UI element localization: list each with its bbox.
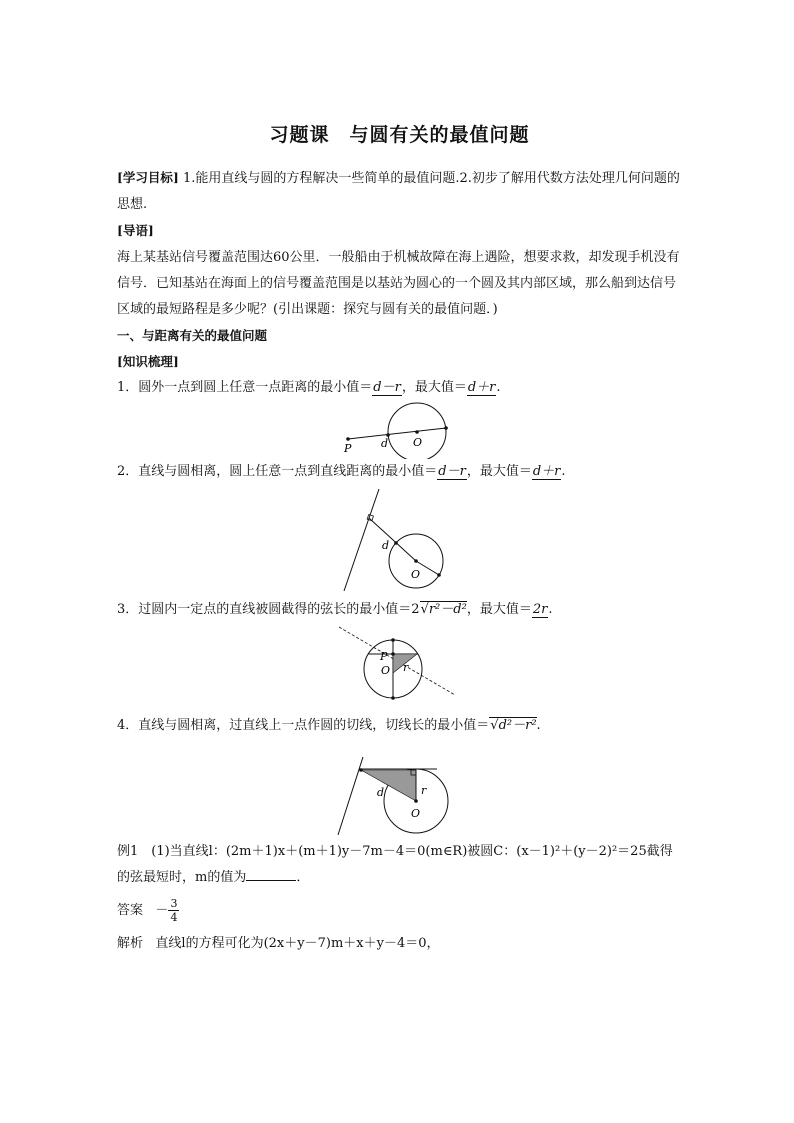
figure-tangent-length [117,739,682,839]
item1-mid: ，最大值＝ [401,380,467,395]
example1-question: 的弦最短时，m的值为 [117,870,247,885]
knowledge-item-2 [117,459,682,485]
fig3-label-r: r [403,661,409,674]
item1-min: d－r [373,380,401,395]
item2-mid: ，最大值＝ [466,464,532,479]
item3-max: 2r [532,602,548,617]
fig1-point-far [444,426,448,430]
fig1-label-p: P [344,442,352,455]
document-page [117,120,682,957]
page-title: 习题课 与圆有关的最值问题 [269,124,530,146]
fig3-point-p [391,652,395,656]
fig4-shaded-triangle [361,770,416,801]
fig1-line [348,428,446,439]
fig1-point-p [346,437,350,441]
figure-point-outside-circle [117,401,682,459]
objectives-tag: [学习目标] [117,170,179,185]
fig4-center [414,799,418,803]
section-heading-1: 一、与距离有关的最值问题 [117,328,268,343]
objectives-text: 1.能用直线与圆的方程解决一些简单的最值问题.2.初步了解用代数方法处理几何问题的思想. [117,171,680,212]
fig2-line [344,489,379,591]
item2-end: . [561,464,566,479]
fig3-label-p: P [380,650,388,663]
analysis-text: 直线l的方程可化为(2x＋y－7)m＋x＋y－4＝0， [155,936,440,951]
example1-line2 [117,865,682,891]
fig2-perpendicular [369,518,416,561]
item3-mid: ，最大值＝ [466,602,532,617]
intro-text: 海上某基站信号覆盖范围达60公里．一般船由于机械故障在海上遇险，想要求救，却发现手机没有信号．已知基站在海面上的信号覆盖范围是以基站为圆心的一个圆及其内部区域，那么船到达信号区域的最短路程是多少呢？(引出课题：探究与圆有关的最值问题．) [117,250,680,317]
item4-end: . [536,718,541,733]
answer-fraction [168,897,179,924]
item4-min-radicand: d²－r² [498,718,537,733]
fig2-center [414,559,418,563]
example1-end: ． [296,870,310,885]
example1-line1: 例1 (1)当直线l：(2m＋1)x＋(m＋1)y－7m－4＝0(m∈R)被圆C：(x－1)²＋(y－2)²＝25截得 [117,844,673,859]
figure-chord-through-point [117,623,682,713]
fig3-top-point [391,638,395,642]
answer-row [117,891,682,931]
item2-min: d－r [438,464,466,479]
fig3-bottom-point [391,696,395,700]
fig1-center [415,430,419,434]
answer-denominator: 4 [170,911,178,924]
figure-line-separate-circle [117,485,682,597]
item2-text: 2．直线与圆相离，圆上任意一点到直线距离的最小值＝ [117,464,438,479]
knowledge-tag: [知识梳理] [117,354,179,369]
knowledge-item-4 [117,713,682,739]
intro-tag-label: [导语] [117,223,154,238]
fig2-label-o: O [411,568,421,581]
item1-text: 1．圆外一点到圆上任意一点距离的最小值＝ [117,380,373,395]
intro-tag [117,218,682,245]
fig1-label-d: d [381,437,389,450]
fig4-label-o: O [411,807,421,820]
item1-max: d＋r [467,380,496,395]
answer-sign: － [155,903,169,918]
item3-end: . [548,602,553,617]
answer-label: 答案 [117,903,144,918]
analysis-label: 解析 [117,936,144,951]
item4-min-sqrt: √d²－r² [490,718,537,733]
knowledge-item-1 [117,375,682,401]
fig2-near-point [394,541,398,545]
fig4-line-point [359,768,363,772]
fig3-label-o: O [381,664,391,677]
answer-blank [246,868,296,881]
analysis-row [117,931,682,957]
item1-end: . [496,380,501,395]
fig4-label-r: r [421,784,427,797]
item4-text: 4．直线与圆相离，过直线上一点作圆的切线，切线长的最小值＝ [117,718,490,733]
item2-max: d＋r [532,464,561,479]
learning-objectives [117,165,682,218]
knowledge-item-3 [117,597,682,623]
fig1-label-o: O [413,436,423,449]
answer-numerator: 3 [170,897,178,910]
fig4-label-d: d [377,786,385,799]
fig2-rim-point [437,573,441,577]
fig2-label-d: d [382,539,390,552]
item3-min-sqrt: √r²－d² [420,602,467,617]
item3-text: 3．过圆内一定点的直线被圆截得的弦长的最小值＝2 [117,602,420,617]
item3-min-radicand: r²－d² [428,602,467,617]
